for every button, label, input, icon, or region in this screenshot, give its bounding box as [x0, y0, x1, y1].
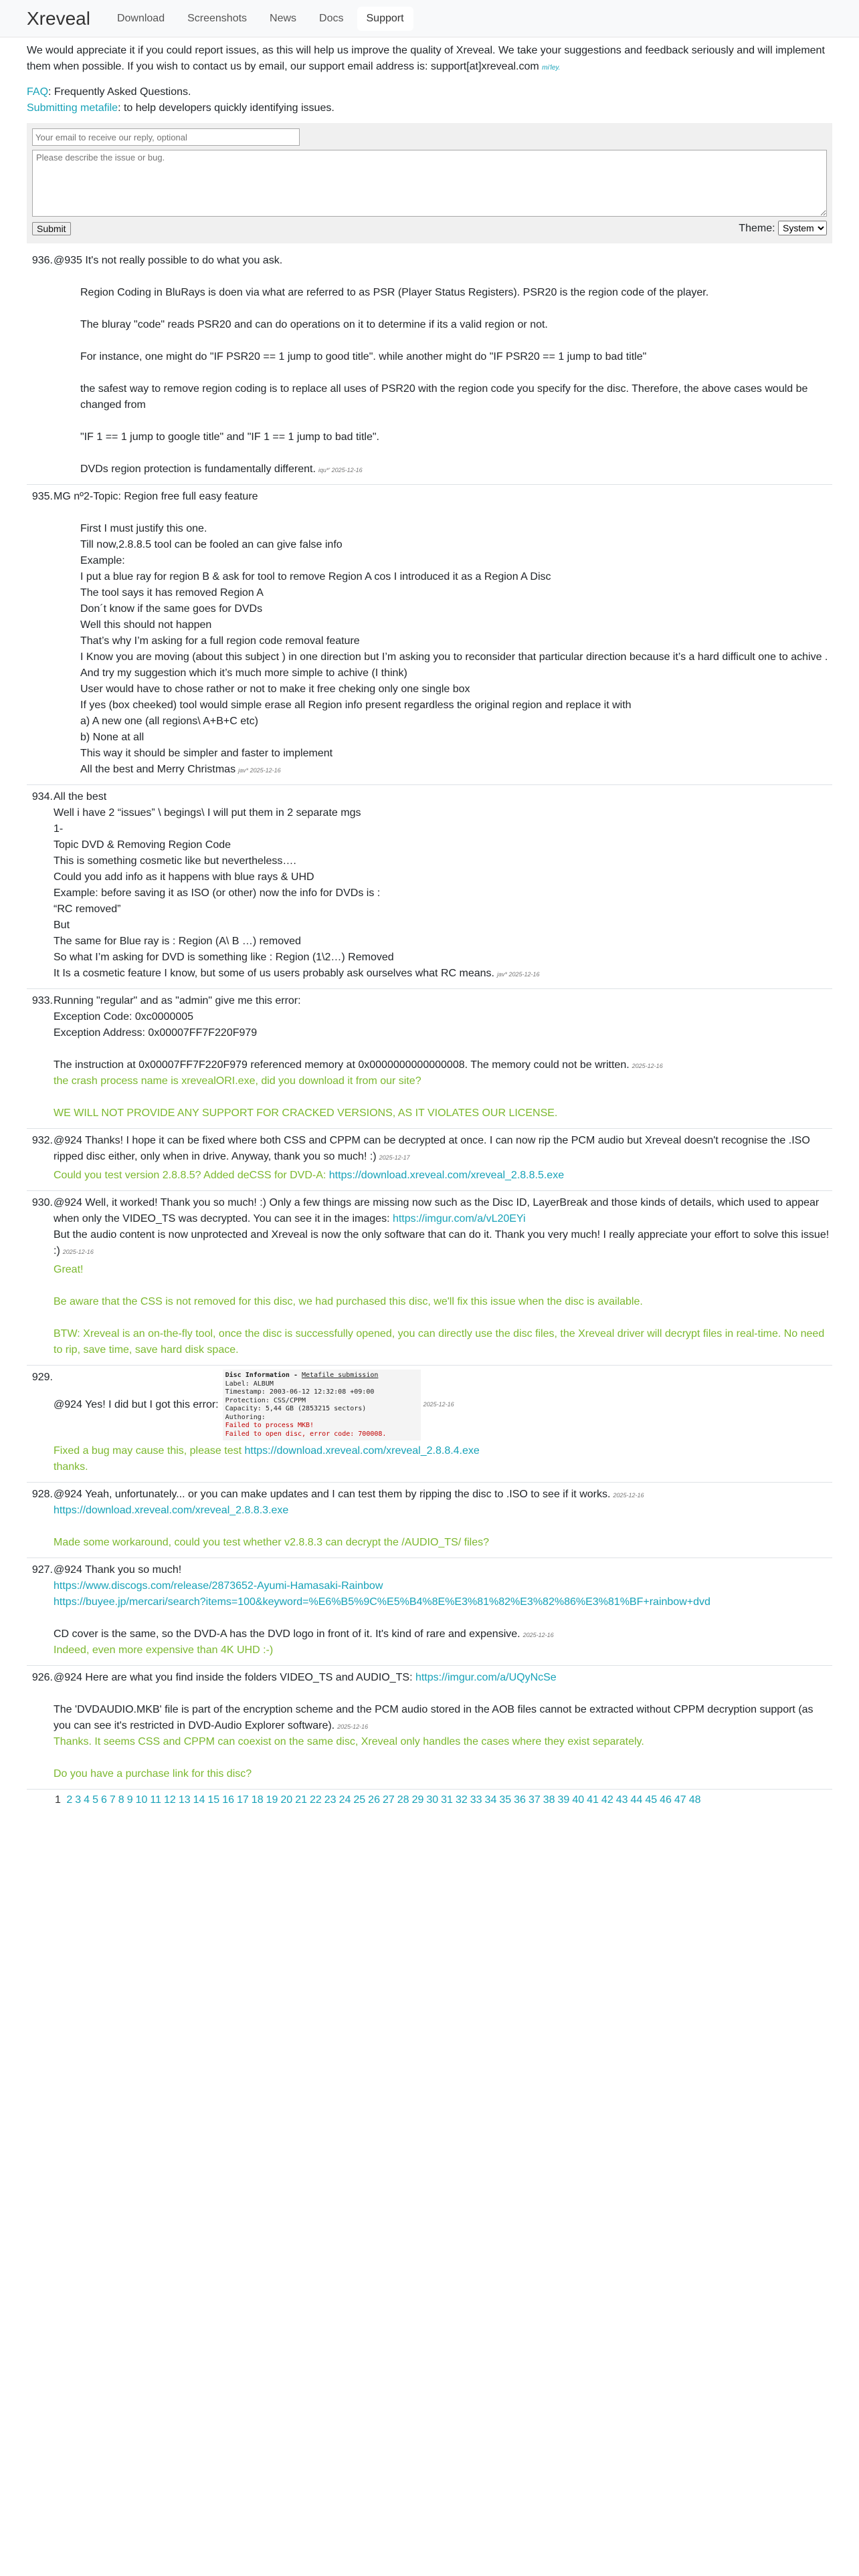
post-number: 926.	[31, 1672, 53, 1683]
post-timestamp: jav* 2025-12-16	[496, 971, 540, 978]
post-text: @924 Yeah, unfortunately... or you can make updates and I can test them by ripping the disc to .ISO to see if it works.	[54, 1489, 611, 1500]
post-body: All the best Well i have 2 “issues” \ begings\ I will put them in 2 separate mgs 1- Topic DVD & Removing Region Code This is something cosmetic like but nevertheless…. Could you add info as it happens with blue rays & UHD Example: before saving it as ISO (or other) now the info for DVDs is : “RC removed” But The same for Blue ray is : Region (A\ B …) removed So what I’m asking for DVD is something like : Region (1\2…) Removed It Is a cosmetic feature I know, but some of us users probably ask ourselves what RC means. jav* 2025-12-16	[54, 789, 832, 982]
page-link[interactable]: 39	[557, 1794, 570, 1806]
post-body: Running "regular" and as "admin" give me this error: Exception Code: 0xc0000005 Exception Address: 0x00007FF7F220F979 The instruction at 0x00007FF7F220F979 referenced memory at 0x0000000000000008. The memory could not be written. 2025-12-16 the crash process name is xrevealORI.exe, did you download it from our site? WE WILL NOT PROVIDE ANY SUPPORT FOR CRACKED VERSIONS, AS IT VIOLATES OUR LICENSE.	[54, 993, 832, 1121]
post-929	[27, 1366, 832, 1483]
page-link[interactable]: 26	[368, 1794, 380, 1806]
page-link[interactable]: 37	[528, 1794, 541, 1806]
post-number: 934.	[31, 791, 53, 802]
post-928	[27, 1483, 832, 1558]
admin-reply: Indeed, even more expensive than 4K UHD :-)	[54, 1644, 274, 1656]
admin-reply: the crash process name is xrevealORI.exe, did you download it from our site?	[54, 1075, 421, 1087]
page-link[interactable]: 4	[84, 1794, 90, 1806]
post-930	[27, 1191, 832, 1366]
post-with-image	[54, 1370, 832, 1440]
page-link[interactable]: 34	[484, 1794, 497, 1806]
page-link[interactable]: 21	[295, 1794, 307, 1806]
admin-reply: Do you have a purchase link for this disc?	[54, 1768, 252, 1780]
page-link[interactable]: 9	[126, 1794, 133, 1806]
imgur-link[interactable]: https://imgur.com/a/vL20EYi	[392, 1213, 526, 1224]
post-number: 933.	[31, 995, 53, 1006]
post-timestamp: 2025-12-16	[632, 1063, 663, 1069]
admin-reply: Made some workaround, could you test whether v2.8.8.3 can decrypt the /AUDIO_TS/ files?	[54, 1537, 489, 1548]
post-text: @924 Here are what you find inside the folders VIDEO_TS and AUDIO_TS:	[54, 1672, 415, 1683]
page-link[interactable]: 15	[207, 1794, 220, 1806]
post-quote: First I must justify this one. Till now,2.8.8.5 tool can be fooled an can give false info Example: I put a blue ray for region B & ask for tool to remove Region A cos I introduced it as a Region A Disc The tool says it has removed Region A Don´t know if the same goes for DVDs Well this should not happen That’s why I’m asking for a full region code removal feature I Know you are moving (about this subject ) in one direction but I’m asking you to reconsider that particular direction because it’s a hard difficult one to achive . And try my suggestion which it’s much more simple to achive (I think) User would have to chose rather or not to make it free cheking only one single box If yes (box cheeked) tool would simple erase all Region info present regardless the original region and replace it with a) A new one (all regions\ A+B+C etc) b) None at all This way it should be simpler and faster to implement All the best and Merry Christmas jav* 2025-12-16	[80, 523, 828, 775]
post-927	[27, 1558, 832, 1666]
page-link[interactable]: 11	[150, 1794, 162, 1806]
post-text: Running "regular" and as "admin" give me this error:	[54, 995, 301, 1006]
post-number: 932.	[31, 1135, 53, 1146]
post-timestamp: 2025-12-16	[522, 1632, 554, 1638]
post-body	[54, 489, 832, 778]
page-link[interactable]: 23	[324, 1794, 337, 1806]
page-link[interactable]: 43	[615, 1794, 628, 1806]
imgur-link[interactable]: https://imgur.com/a/UQyNcSe	[415, 1672, 557, 1683]
post-933	[27, 989, 832, 1129]
navbar	[0, 0, 859, 37]
page-link[interactable]: 42	[601, 1794, 613, 1806]
page-link[interactable]: 14	[193, 1794, 205, 1806]
admin-reply: Be aware that the CSS is not removed for this disc, we had purchased this disc, we'll fix this issue when the disc is available.	[54, 1296, 643, 1307]
post-timestamp: iqu*' 2025-12-16	[318, 467, 363, 473]
page-link[interactable]: 41	[587, 1794, 599, 1806]
page-link[interactable]: 7	[109, 1794, 116, 1806]
theme-control	[739, 221, 827, 237]
nav-support[interactable]: Support	[357, 7, 413, 31]
post-text: @924 Well, it worked! Thank you so much! :) Only a few things are missing now such as the Disc ID, LayerBreak and those kinds of details, which used to appear when only the VIDEO_TS was decrypted. You can see it in the images:	[54, 1197, 820, 1224]
page-link[interactable]: 25	[353, 1794, 366, 1806]
submit-button[interactable]: Submit	[32, 222, 71, 235]
page-link[interactable]: 44	[630, 1794, 643, 1806]
post-text: MG nº2-Topic: Region free full easy feature	[54, 491, 258, 502]
page-link[interactable]: 19	[266, 1794, 278, 1806]
main-content	[0, 43, 859, 1814]
metafile-line: Submitting metafile: to help developers quickly identifying issues.	[27, 102, 335, 114]
post-body: @924 Thank you so much! https://www.discogs.com/release/2873652-Ayumi-Hamasaki-Rainbow https://buyee.jp/mercari/search?items=100&keyword=%E6%B5%9C%E5%B4%8E%E3%81%82%E3%82%86%E3%81%BF+rainbow+dvd CD cover is the same, so the DVD-A has the DVD logo in front of it. It's kind of rare and expensive. 2025-12-16 Indeed, even more expensive than 4K UHD :-)	[54, 1562, 832, 1658]
download-link[interactable]: https://download.xreveal.com/xreveal_2.8.8.3.exe	[54, 1505, 289, 1516]
page-link[interactable]: 38	[543, 1794, 555, 1806]
page-link[interactable]: 6	[100, 1794, 107, 1806]
page-link[interactable]: 27	[382, 1794, 395, 1806]
discogs-link[interactable]: https://www.discogs.com/release/2873652-Ayumi-Hamasaki-Rainbow	[54, 1580, 383, 1592]
post-timestamp: 2025-12-16	[423, 1401, 454, 1408]
mini-link[interactable]: mi'ley.	[542, 64, 561, 72]
page-link[interactable]: 29	[411, 1794, 424, 1806]
admin-reply: Fixed a bug may cause this, please test	[54, 1445, 245, 1457]
page-link[interactable]: 5	[92, 1794, 98, 1806]
page-link[interactable]: 17	[237, 1794, 249, 1806]
page-link[interactable]: 2	[66, 1794, 73, 1806]
admin-reply: Thanks. It seems CSS and CPPM can coexist on the same disc, Xreveal only handles the cases where they exist separately.	[54, 1736, 644, 1747]
post-body: @924 Here are what you find inside the folders VIDEO_TS and AUDIO_TS: https://imgur.com/a/UQyNcSe The 'DVDAUDIO.MKB' file is part of the encryption scheme and the PCM audio stored in the AOB files cannot be extracted without CPPM decryption support (as you can see it's restricted in DVD-Audio Explorer software). 2025-12-16 Thanks. It seems CSS and CPPM can coexist on the same disc, Xreveal only handles the cases where they exist separately. Do you have a purchase link for this disc?	[54, 1670, 832, 1782]
post-text: @924 Thanks! I hope it can be fixed where both CSS and CPPM can be decrypted at once. I can now rip the PCM audio but Xreveal doesn't recognise the .ISO ripped disc either, only when in drive. Anyway, thank you so much! :)	[54, 1135, 810, 1162]
post-text: @935 It's not really possible to do what you ask.	[54, 255, 283, 266]
admin-reply: Could you test version 2.8.8.5? Added deCSS for DVD-A:	[54, 1170, 329, 1181]
post-number: 929.	[31, 1372, 53, 1383]
admin-reply: thanks.	[54, 1461, 88, 1473]
page-link[interactable]: 35	[499, 1794, 512, 1806]
post-936	[27, 249, 832, 485]
page-link[interactable]: 36	[514, 1794, 526, 1806]
post-935	[27, 485, 832, 785]
page-link[interactable]: 16	[222, 1794, 234, 1806]
page-current: 1	[55, 1794, 61, 1806]
post-timestamp: 2025-12-16	[337, 1723, 369, 1730]
post-body	[54, 1370, 832, 1475]
faq-line: FAQ: Frequently Asked Questions.	[27, 86, 191, 98]
post-number: 930.	[31, 1197, 53, 1208]
post-text: All the best	[54, 791, 107, 802]
page-link[interactable]: 33	[470, 1794, 482, 1806]
admin-reply: Great!	[54, 1264, 84, 1275]
theme-label: Theme:	[739, 223, 775, 234]
download-link[interactable]: https://download.xreveal.com/xreveal_2.8.8.4.exe	[244, 1445, 480, 1457]
post-timestamp: 2025-12-16	[62, 1249, 94, 1255]
page-link[interactable]: 45	[645, 1794, 658, 1806]
page-link[interactable]: 10	[135, 1794, 148, 1806]
post-934	[27, 785, 832, 989]
page-link[interactable]: 8	[118, 1794, 124, 1806]
post-body	[54, 1487, 832, 1551]
page-link[interactable]: 47	[674, 1794, 686, 1806]
post-932	[27, 1129, 832, 1191]
post-926	[27, 1666, 832, 1790]
pagination	[27, 1790, 832, 1814]
post-quote: Region Coding in BluRays is doen via what are referred to as PSR (Player Status Registers). PSR20 is the region code of the player. The bluray "code" reads PSR20 and can do operations on it to determine if its a valid region or not. For instance, one might do "IF PSR20 == 1 jump to good title". while another might do "IF PSR20 == 1 jump to bad title" the safest way to remove region coding is to replace all uses of PSR20 with the region code you specify for the disc. Therefore, the above cases would be changed from "IF 1 == 1 jump to google title" and "IF 1 == 1 jump to bad title". DVDs region protection is fundamentally different. iqu*' 2025-12-16	[80, 287, 808, 475]
page-link[interactable]: 32	[455, 1794, 468, 1806]
metafile-link[interactable]: Submitting metafile	[27, 102, 118, 114]
post-timestamp: 2025-12-17	[379, 1154, 410, 1161]
issue-textarea[interactable]	[32, 150, 827, 217]
nav-news[interactable]: News	[270, 12, 297, 24]
theme-select[interactable]	[778, 221, 827, 235]
post-body: @924 Well, it worked! Thank you so much! :) Only a few things are missing now such as the Disc ID, LayerBreak and those kinds of details, which used to appear when only the VIDEO_TS was decrypted. You can see it in the images: https://imgur.com/a/vL20EYi But the audio content is now unprotected and Xreveal is now the only software that can do it. Thank you very much! I really appreciate your effort to solve this issue! :) 2025-12-16 Great! Be aware that the CSS is not removed for this disc, we had purchased this disc, we'll fix this issue when the disc is available. BTW: Xreveal is an on-the-fly tool, once the disc is successfully opened, you can directly use the disc files, the Xreveal driver will decrypt files in real-time. No need to rip, save time, save hard disk space.	[54, 1195, 832, 1358]
post-number: 936.	[31, 255, 53, 266]
intro	[27, 43, 832, 116]
post-text: @924 Yes! I did but I got this error:	[54, 1399, 219, 1410]
buyee-link[interactable]: https://buyee.jp/mercari/search?items=100&keyword=%E6%B5%9C%E5%B4%8E%E3%81%82%E3%82%86%E3%81%BF+rainbow+dvd	[54, 1596, 710, 1608]
post-timestamp: 2025-12-16	[613, 1492, 644, 1499]
email-input[interactable]	[32, 128, 300, 146]
post-text: @924 Thank you so much!	[54, 1564, 182, 1576]
page-link[interactable]: 12	[164, 1794, 176, 1806]
admin-reply: BTW: Xreveal is an on-the-fly tool, once the disc is successfully opened, you can directly use the disc files, the Xreveal driver will decrypt files in real-time. No need to rip, save time, save hard disk space.	[54, 1328, 825, 1356]
intro-text: We would appreciate it if you could report issues, as this will help us improve the quality of Xreveal. We take your suggestions and feedback seriously and will implement them when possible. If you wish to contact us by email, our support email address is: support[at]xreveal.com mi'ley.	[27, 45, 825, 72]
post-body	[54, 253, 832, 477]
page-link[interactable]: 30	[426, 1794, 439, 1806]
brand-logo[interactable]: Xreveal	[27, 7, 90, 29]
nav-download[interactable]: Download	[116, 12, 165, 24]
nav-screenshots[interactable]: Screenshots	[187, 12, 248, 24]
disc-info-screenshot: Disc Information - Metafile submission Label: ALBUM Timestamp: 2003-06-12 12:32:08 +09:00 Protection: CSS/CPPM Capacity: 5,44 GB (2853215 sectors) Authoring: Failed to process MKB! Failed to open disc, error code: 700008.	[223, 1370, 421, 1440]
page-link[interactable]: 20	[280, 1794, 293, 1806]
page-link[interactable]: 31	[441, 1794, 453, 1806]
faq-link[interactable]: FAQ	[27, 86, 49, 98]
download-link[interactable]: https://download.xreveal.com/xreveal_2.8.8.5.exe	[328, 1170, 565, 1181]
page-link[interactable]: 40	[572, 1794, 585, 1806]
admin-reply: WE WILL NOT PROVIDE ANY SUPPORT FOR CRACKED VERSIONS, AS IT VIOLATES OUR LICENSE.	[54, 1107, 558, 1119]
page-link[interactable]: 46	[660, 1794, 672, 1806]
page-link[interactable]: 18	[251, 1794, 264, 1806]
page-link[interactable]: 13	[178, 1794, 191, 1806]
post-body	[54, 1133, 832, 1184]
page-link[interactable]: 48	[688, 1794, 701, 1806]
page-link[interactable]: 24	[339, 1794, 351, 1806]
nav-docs[interactable]: Docs	[319, 12, 344, 24]
form-actions	[32, 221, 827, 237]
post-number: 935.	[31, 491, 53, 502]
page-link[interactable]: 28	[397, 1794, 409, 1806]
post-number: 927.	[31, 1564, 53, 1576]
post-timestamp: jav* 2025-12-16	[238, 767, 281, 774]
feedback-form	[27, 123, 832, 243]
post-number: 928.	[31, 1489, 53, 1500]
page-link[interactable]: 3	[75, 1794, 82, 1806]
page-link[interactable]: 22	[309, 1794, 322, 1806]
